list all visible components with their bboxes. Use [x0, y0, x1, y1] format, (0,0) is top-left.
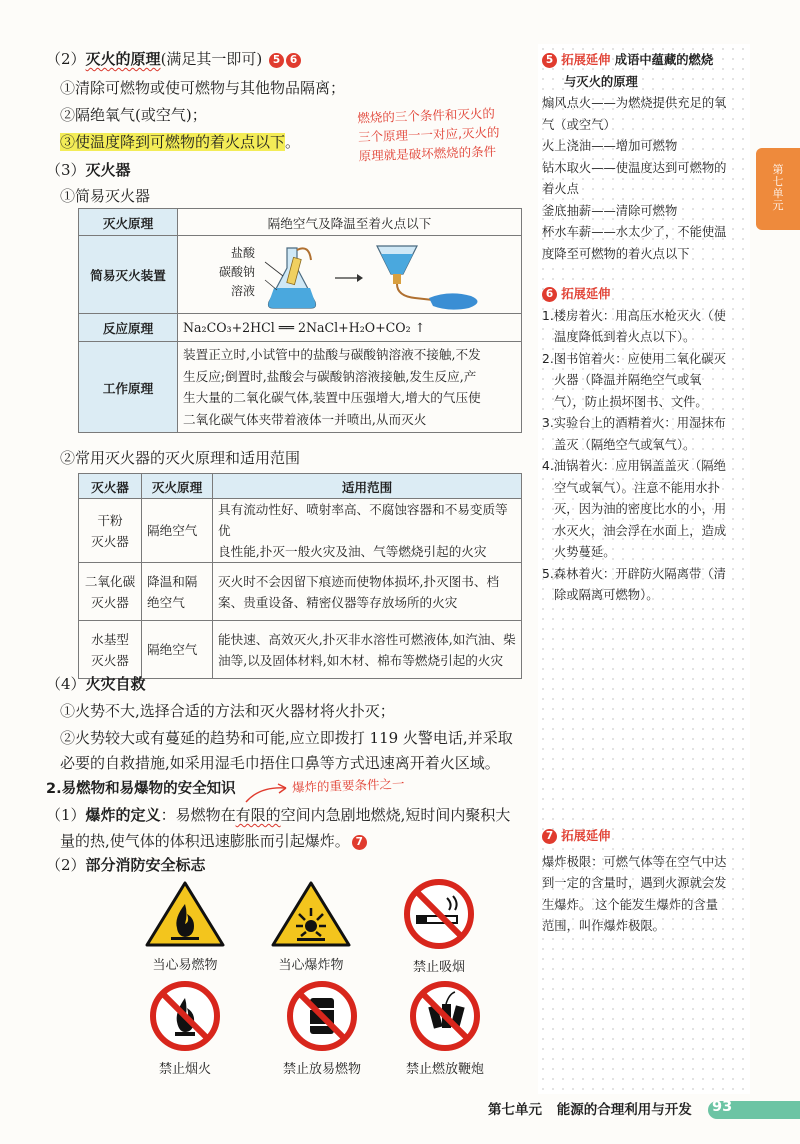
principle-item-3: ③使温度降到可燃物的着火点以下。: [60, 133, 301, 151]
no-firecrackers-icon: [409, 980, 481, 1052]
working-principle-cell: 装置正立时,小试管中的盐酸与碳酸钠溶液不接触,不发 生反应;倒置时,盐酸会与碳酸钠溶液接触,发生反应,产 生大量的二氧化碳气体,装置中压强增大,增大的气压使 二氧化碳气体夹带着液体一并喷出,从而灭火: [178, 342, 522, 433]
footer-title: 能源的合理利用与开发: [556, 1102, 692, 1118]
explosive-warning-icon: [270, 880, 352, 948]
unit-tab: 第 七 单 元: [756, 148, 800, 230]
no-fire-icon: [149, 980, 221, 1052]
handwritten-note-explosion: 爆炸的重要条件之一: [291, 776, 405, 795]
extinguisher-types-table: [78, 473, 522, 679]
sign-no-flammables: 禁止放易燃物: [262, 980, 382, 1077]
wavy-underlined-text: 有限的: [235, 806, 281, 824]
table-cell: 隔绝空气及降温至着火点以下: [178, 209, 522, 236]
definition-term: 爆炸的定义: [85, 806, 161, 824]
table-row-header: 简易灭火装置: [79, 236, 178, 314]
apparatus-diagram: [257, 240, 507, 312]
apparatus-cell: [178, 236, 522, 314]
table-row: 二氧化碳 灭火器 降温和隔 绝空气 灭火时不会因留下痕迹而使物体损坏,扑灭图书、档 案、贵重设备、精密仪器等存放场所的火灾: [79, 563, 522, 621]
extension-box-5: 5 拓展延伸 成语中蕴藏的燃烧 与灭火的原理 煽风点火——为燃烧提供充足的氧 气（或空气） 火上浇油——增加可燃物 钻木取火——使温度达到可燃物的 着火点 釜底抽薪——清除可燃物 杯水车薪——水太少了，不能使温 度降至可燃物的着火点以下: [542, 50, 748, 265]
box-heading: 7 拓展延伸: [542, 826, 748, 848]
subsection-common-extinguishers: ②常用灭火器的灭火原理和适用范围: [60, 449, 301, 467]
self-rescue-item: 必要的自救措施,如采用湿毛巾捂住口鼻等方式迅速离开着火区域。: [60, 754, 500, 772]
sign-flammable: 当心易燃物: [130, 880, 240, 973]
equation-cell: Na₂CO₃+2HCl ══ 2NaCl+H₂O+CO₂ ↑: [178, 314, 522, 342]
no-flammable-storage-icon: [286, 980, 358, 1052]
page-number: 93: [712, 1099, 733, 1115]
table-row: 水基型 灭火器 隔绝空气 能快速、高效灭火,扑灭非水溶性可燃液体,如汽油、柴 油等,以及固体材料,如木材、棉布等燃烧引起的火灾: [79, 621, 522, 679]
simple-extinguisher-table: [78, 208, 522, 433]
annotation-arrow: [242, 780, 292, 806]
section-condition: (满足其一即可): [160, 50, 263, 68]
flammable-warning-icon: [144, 880, 226, 948]
column-header: 灭火器: [79, 474, 142, 499]
section-3-heading: （3）灭火器: [46, 161, 131, 179]
table-row-header: 灭火原理: [79, 209, 178, 236]
signs-heading: （2）部分消防安全标志: [46, 856, 206, 874]
explosion-definition-line2: 量的热,使气体的体积迅速膨胀而引起爆炸。 7: [46, 830, 367, 851]
apparatus-labels: 盐酸 碳酸钠 溶液: [218, 245, 255, 298]
highlighted-text: ③使温度降到可燃物的着火点以下: [60, 133, 286, 151]
column-header: 灭火原理: [142, 474, 213, 499]
footer-unit: 第七单元: [488, 1102, 542, 1118]
principle-item-1: ①清除可燃物或使可燃物与其他物品隔离；: [60, 79, 346, 97]
table-row: 干粉 灭火器 隔绝空气 具有流动性好、喷射率高、不腐蚀容器和不易变质等优 良性能,扑灭一般火灾及油、气等燃烧引起的火灾: [79, 499, 522, 563]
part-2-title: 2.易燃物和易爆物的安全知识: [46, 781, 236, 797]
section-2-heading: [46, 48, 301, 69]
subsection-simple-extinguisher: ①简易灭火器: [60, 187, 151, 205]
section-4-heading: （4）火灾自救: [46, 675, 146, 693]
badge-7: 7: [352, 835, 367, 850]
sign-no-smoking: 禁止吸烟: [384, 878, 494, 975]
no-smoking-icon: [403, 878, 475, 950]
explosion-definition: （1）爆炸的定义：易燃物在有限的空间内急剧地燃烧,短时间内聚积大: [46, 806, 511, 824]
section-number: （2）: [46, 50, 86, 68]
self-rescue-item: ②火势较大或有蔓延的趋势和可能,应立即拨打 119 火警电话,并采取: [60, 729, 513, 747]
box-heading: 5 拓展延伸 成语中蕴藏的燃烧: [542, 50, 748, 72]
extension-box-6: 6 拓展延伸 1.楼房着火：用高压水枪灭火（使 温度降低到着火点以下）。 2.图书馆着火：应使用二氧化碳灭 火器（降温并隔绝空气或氧 气），防止损坏图书、文件。 3.实验台上的酒精着火：用湿抹布 盖灭（隔绝空气或氧气）。 4.油锅着火：应用锅盖盖灭（隔绝 空气或氧气）。注意不能用水扑 灭，因为油的密度比水的小，用 水灭火，油会浮在水面上，造成 火势蔓延。 5.森林着火：开辟防火隔离带（清 除或隔离可燃物）。: [542, 284, 748, 607]
extension-box-7: 7 拓展延伸 爆炸极限：可燃气体等在空气中达 到一定的含量时，遇到火源就会发 生爆炸。 这个能发生爆炸的含量 范围，叫作爆炸极限。: [542, 826, 748, 938]
badge-6: 6: [286, 53, 301, 68]
sign-no-firecrackers: 禁止燃放鞭炮: [378, 980, 512, 1077]
section-title: 灭火的原理: [85, 50, 161, 68]
badge-5: 5: [269, 53, 284, 68]
table-row-header: 反应原理: [79, 314, 178, 342]
section-title: 部分消防安全标志: [85, 856, 206, 874]
section-title: 火灾自救: [85, 675, 146, 693]
column-header: 适用范围: [213, 474, 522, 499]
section-title: 灭火器: [85, 161, 131, 179]
self-rescue-item: ①火势不大,选择合适的方法和灭火器材将火扑灭；: [60, 702, 395, 720]
sign-no-open-flame: 禁止烟火: [130, 980, 240, 1077]
sidebar-notes: [538, 44, 750, 1094]
principle-item-2: ②隔绝氧气(或空气)；: [60, 106, 207, 124]
sign-explosive: 当心爆炸物: [256, 880, 366, 973]
handwritten-note-combustion: 燃烧的三个条件和灭火的 三个原理一一对应,灭火的 原理就是破坏燃烧的条件: [357, 105, 500, 164]
box-heading: 6 拓展延伸: [542, 284, 748, 306]
table-row-header: 工作原理: [79, 342, 178, 433]
page-footer: [488, 1098, 692, 1118]
